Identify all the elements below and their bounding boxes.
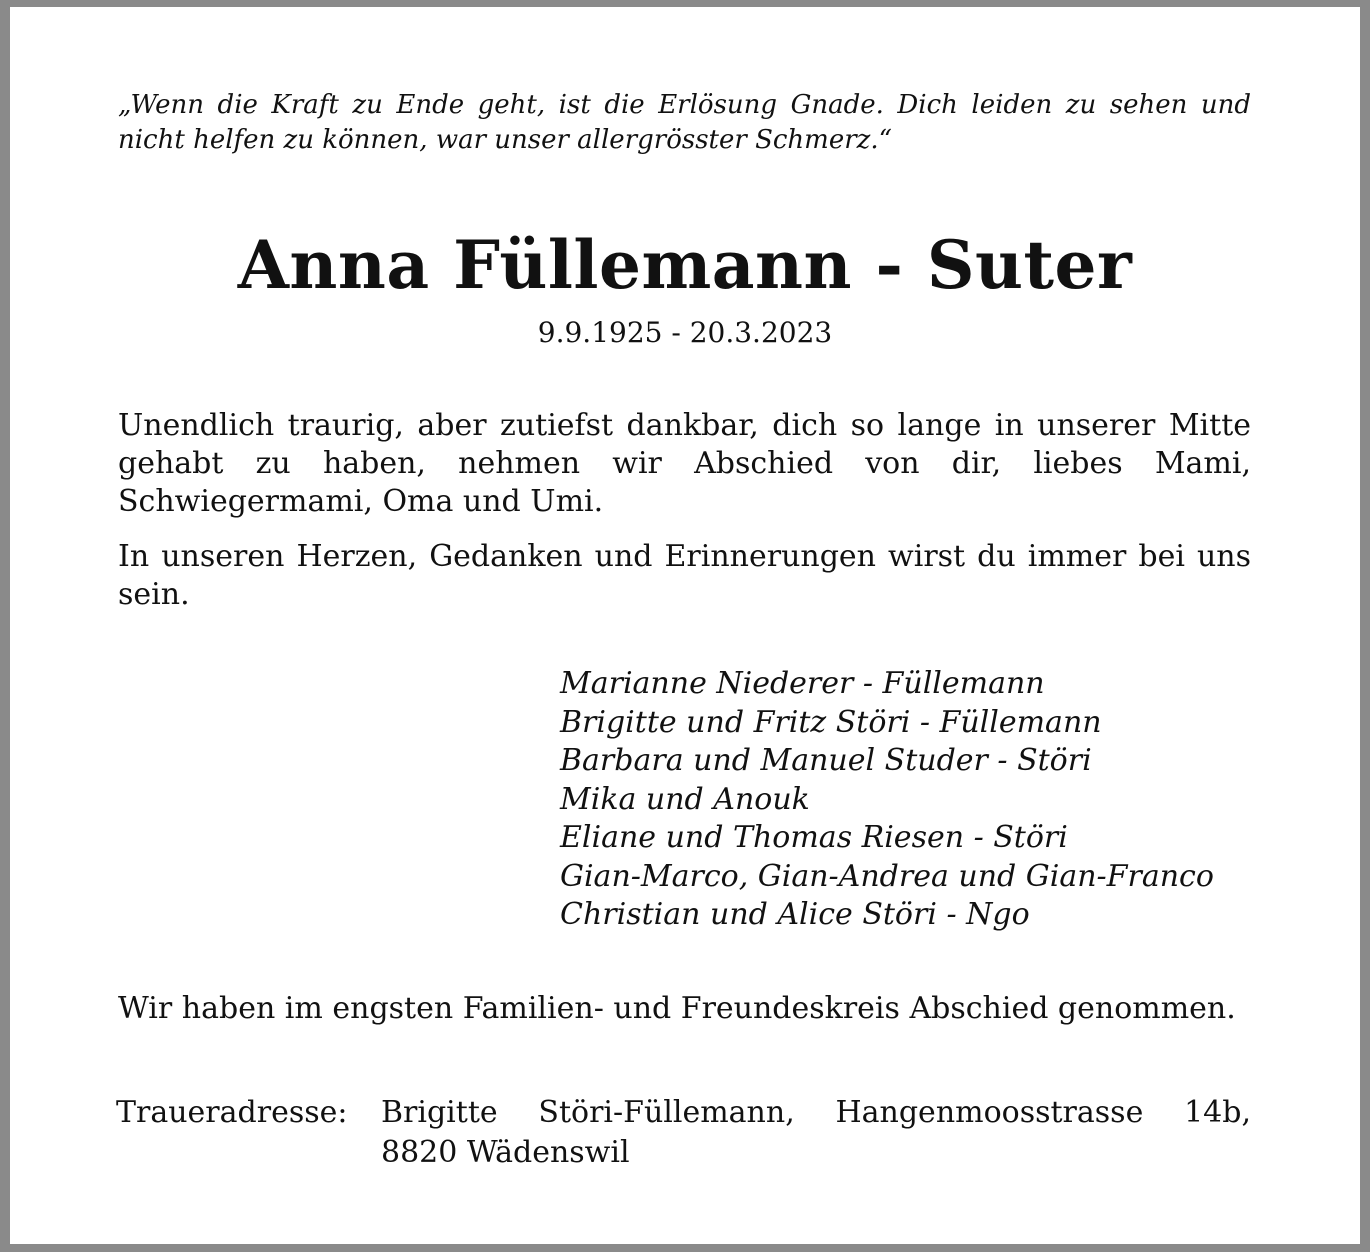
address-city: 8820 Wädenswil: [381, 1135, 630, 1170]
opening-quote: „Wenn die Kraft zu Ende geht, ist die Erlösung Gnade. Dich leiden zu sehen und nicht helfen zu können, war unser allergrösster Schmerz.“: [118, 90, 1251, 155]
address-lines: [381, 1093, 1251, 1173]
mourners-list: [560, 665, 1214, 935]
ceremony-paragraph: Wir haben im engsten Familien- und Freundeskreis Abschied genommen.: [118, 991, 1236, 1026]
mourner-name: Mika und Anouk: [560, 781, 810, 817]
mourner-name: Brigitte und Fritz Störi - Füllemann: [560, 704, 1102, 740]
remembrance-paragraph: In unseren Herzen, Gedanken und Erinnerungen wirst du immer bei uns sein.: [118, 539, 1251, 612]
mourner-name: Christian und Alice Störi - Ngo: [560, 897, 1030, 932]
deceased-name: Anna Füllemann - Suter: [237, 226, 1133, 304]
address-label: Traueradresse:: [116, 1095, 348, 1130]
life-dates: 9.9.1925 - 20.3.2023: [537, 316, 833, 349]
address-street: Brigitte Störi-Füllemann, Hangenmoosstrasse 14b,: [381, 1095, 1251, 1130]
mourner-name: Marianne Niederer - Füllemann: [560, 666, 1045, 701]
mourner-name: Gian-Marco, Gian-Andrea und Gian-Franco: [560, 858, 1214, 894]
farewell-paragraph: Unendlich traurig, aber zutiefst dankbar, dich so lange in unserer Mitte gehabt zu haben, nehmen wir Abschied von dir, liebes Mami, Schwiegermami, Oma und Umi.: [118, 408, 1251, 519]
mourner-name: Barbara und Manuel Studer - Störi: [560, 743, 1092, 778]
mourner-name: Eliane und Thomas Riesen - Störi: [560, 820, 1068, 855]
